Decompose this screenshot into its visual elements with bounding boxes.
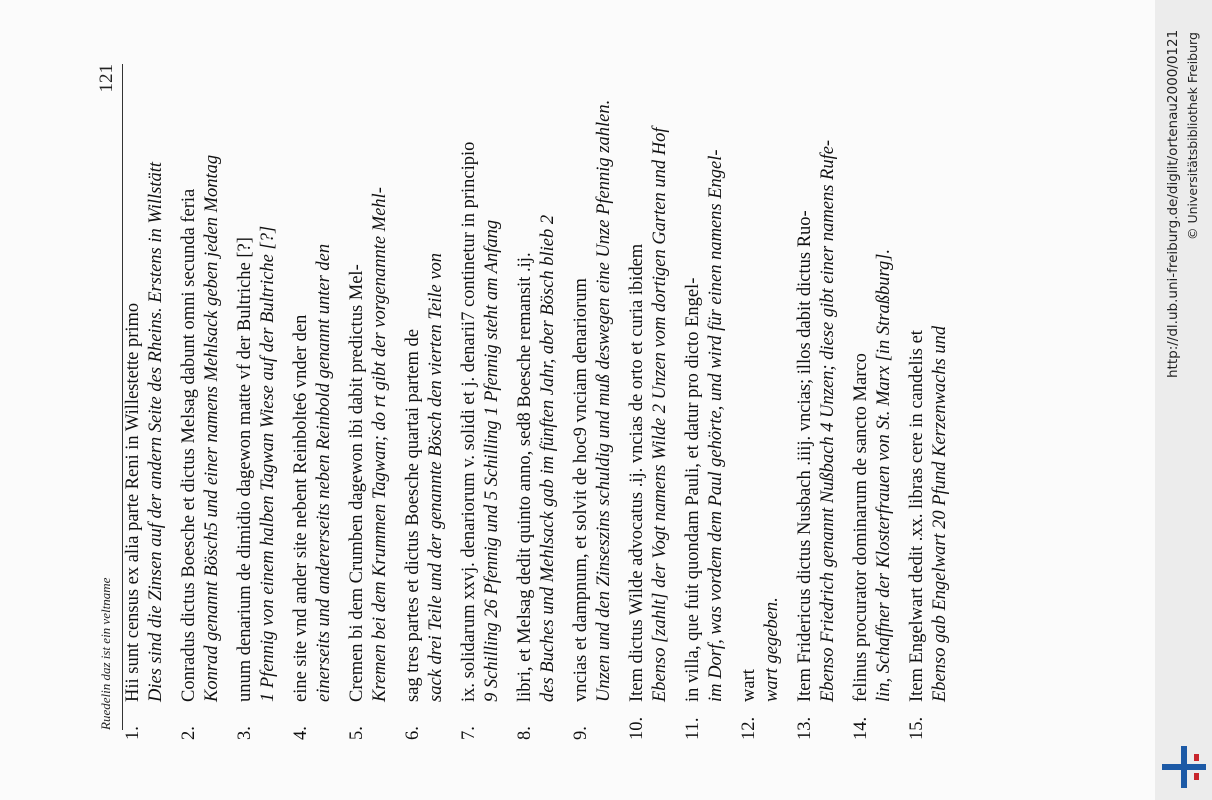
entry-15 bbox=[906, 40, 951, 740]
sidebar bbox=[1155, 0, 1212, 800]
german-translation: Dies sind die Zinsen auf der andern Seite des Rheins. Erstens in Willstätt bbox=[145, 161, 166, 702]
entry-number: 15. bbox=[907, 716, 927, 740]
latin-line: vncias et dampnum, et solvit de hoc9 vnciam denariorum bbox=[571, 278, 591, 702]
entry-14 bbox=[850, 40, 895, 740]
entry-number: 13. bbox=[795, 716, 815, 740]
page-header bbox=[82, 64, 123, 730]
entry-number: 1. bbox=[123, 726, 143, 740]
latin-line: wart bbox=[739, 669, 759, 702]
german-translation: einerseits und andererseits neben Reinbold genannt unter den bbox=[313, 243, 334, 702]
latin-line: Hii sunt census ex alia parte Reni in Willestette primo bbox=[123, 302, 143, 702]
latin-line: eine site vnd ander site nebent Reinbolte6 vnder den bbox=[291, 314, 311, 702]
library-logo-icon bbox=[1162, 746, 1206, 788]
entry-number: 14. bbox=[851, 716, 871, 740]
latin-line: sag tres partes et dictus Boesche quartai partem de bbox=[403, 329, 423, 702]
entry-4 bbox=[290, 40, 335, 740]
latin-line: felinus procurator dominarum de sancto Marco bbox=[851, 353, 871, 702]
latin-line: Conradus dictus Boesche et dictus Melsag dabunt omni secunda feria bbox=[179, 188, 199, 702]
entry-7 bbox=[458, 40, 503, 740]
entry-1 bbox=[122, 40, 167, 740]
german-translation: Ebenso [zahlt] der Vogt namens Wilde 2 Unzen vom dortigen Garten und Hof bbox=[649, 127, 670, 702]
latin-line: Cremen bi dem Crumben dagewon ibi dabit predictus Mel- bbox=[347, 264, 367, 702]
entry-number: 7. bbox=[459, 726, 479, 740]
entry-number: 9. bbox=[571, 726, 591, 740]
german-translation: Kremen bei dem Krummen Tagwan; do rt gibt der vorgenannte Mehl- bbox=[369, 187, 390, 702]
latin-line: ix. solidarum xxvj. denariorum v. solidi et j. denarii7 continetur in principio bbox=[459, 141, 479, 702]
latin-line: Item Engelwart dedit .xx. libras cere in candelis et bbox=[907, 330, 927, 702]
german-translation: Ebenso gab Engelwart 20 Pfund Kerzenwachs und bbox=[929, 325, 950, 702]
entry-3 bbox=[234, 40, 279, 740]
german-translation: Konrad genannt Bösch5 und einer namens Mehlsack geben jeden Montag bbox=[201, 154, 222, 702]
entry-2 bbox=[178, 40, 223, 740]
entry-number: 2. bbox=[179, 726, 199, 740]
entry-number: 12. bbox=[739, 716, 759, 740]
entry-list bbox=[122, 40, 962, 740]
entry-number: 11. bbox=[683, 717, 703, 740]
sidebar-text bbox=[1155, 0, 1212, 800]
entry-9 bbox=[570, 40, 615, 740]
german-translation: wart gegeben. bbox=[761, 597, 782, 702]
german-translation: 9 Schilling 26 Pfennig und 5 Schilling 1 Pfennig steht am Anfang bbox=[481, 219, 502, 702]
entry-number: 6. bbox=[403, 726, 423, 740]
entry-10 bbox=[626, 40, 671, 740]
latin-line: Item dictus Wilde advocatus .ij. vncias de orto et curia ibidem bbox=[627, 243, 647, 702]
german-translation: im Dorf, was vordem dem Paul gehörte, und wird für einen namens Engel- bbox=[705, 149, 726, 702]
entry-number: 3. bbox=[235, 726, 255, 740]
copyright-notice: © Universitätsbibliothek Freiburg bbox=[1185, 32, 1200, 240]
latin-line: Item Fridericus dictus Nusbach .iiij. vncias; illos dabit dictus Ruo- bbox=[795, 210, 815, 702]
latin-line: in villa, que fuit quondam Pauli, et datur pro dicto Engel- bbox=[683, 277, 703, 702]
entry-13 bbox=[794, 40, 839, 740]
entry-number: 4. bbox=[291, 726, 311, 740]
latin-line: unum denarium de dimidio dagewon matte vf der Bultriche [?] bbox=[235, 237, 255, 702]
german-translation: sack drei Teile und der genannte Bösch den vierten Teile von bbox=[425, 252, 446, 702]
entry-number: 5. bbox=[347, 726, 367, 740]
source-url-link[interactable]: http://dl.ub.uni-freiburg.de/diglit/ortenau2000/0121 bbox=[1165, 29, 1181, 378]
entry-number: 10. bbox=[627, 716, 647, 740]
entry-number: 8. bbox=[515, 726, 535, 740]
latin-line: libri, et Melsag dedit quinto anno, sed8 Boesche remansit .ij. bbox=[515, 252, 535, 702]
german-translation: des Buches und Mehlsack gab im fünften Jahr, aber Bösch blieb 2 bbox=[537, 214, 558, 702]
page-number: 121 bbox=[96, 64, 117, 93]
running-title: Ruedelin daz ist ein veltname bbox=[98, 577, 113, 730]
entry-8 bbox=[514, 40, 559, 740]
german-translation: Ebenso Friedrich genannt Nußbach 4 Unzen; diese gibt einer namens Rufe- bbox=[817, 139, 838, 702]
entry-5 bbox=[346, 40, 391, 740]
entry-6 bbox=[402, 40, 447, 740]
german-translation: Unzen und den Zinseszins schuldig und muß deswegen eine Unze Pfennig zahlen. bbox=[593, 99, 614, 702]
entry-12 bbox=[738, 40, 783, 740]
entry-11 bbox=[682, 40, 727, 740]
german-translation: lin, Schaffner der Klosterfrauen von St. Marx [in Straßburg]. bbox=[873, 248, 894, 702]
german-translation: 1 Pfennig von einem halben Tagwan Wiese auf der Bultriche [?] bbox=[257, 225, 278, 702]
